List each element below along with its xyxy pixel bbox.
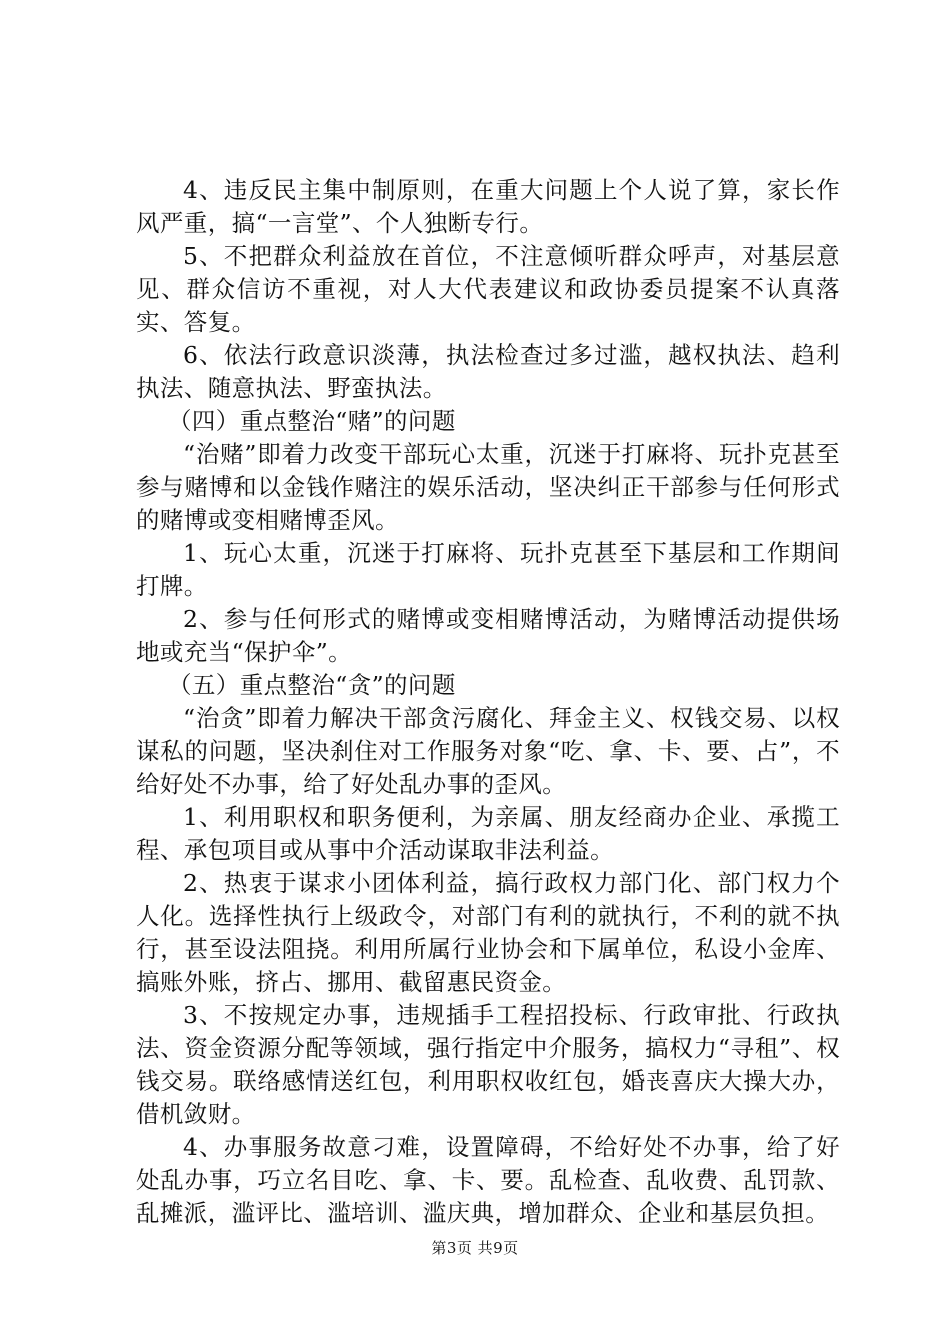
paragraph-corruption-item-4: 4、办事服务故意刁难，设置障碍，不给好处不办事，给了好处乱办事，巧立名目吃、拿、卡、要。乱检查、乱收费、乱罚款、乱摊派，滥评比、滥培训、滥庆典，增加群众、企业和基层负担。 [136, 1133, 840, 1227]
paragraph-gambling-item-2: 2、参与任何形式的赌博或变相赌博活动，为赌博活动提供场地或充当“保护伞”。 [136, 605, 840, 666]
paragraph-corruption-item-2: 2、热衷于谋求小团体利益，搞行政权力部门化、部门权力个人化。选择性执行上级政令，对部门有利的就执行，不利的就不执行，甚至设法阻挠。利用所属行业协会和下属单位，私设小金库、搞账外账，挤占、挪用、截留惠民资金。 [136, 869, 840, 996]
paragraph-gambling-intro: “治赌”即着力改变干部玩心太重，沉迷于打麻将、玩扑克甚至参与赌博和以金钱作赌注的娱乐活动，坚决纠正干部参与任何形式的赌博或变相赌博歪风。 [136, 440, 840, 534]
paragraph-item-6: 6、依法行政意识淡薄，执法检查过多过滥，越权执法、趋利执法、随意执法、野蛮执法。 [136, 341, 840, 402]
section-heading-corruption: （五）重点整治“贪”的问题 [168, 671, 456, 699]
page-number-footer: 第3页 共9页 [431, 1239, 519, 1257]
paragraph-item-5: 5、不把群众利益放在首位，不注意倾听群众呼声，对基层意见、群众信访不重视，对人大代表建议和政协委员提案不认真落实、答复。 [136, 242, 840, 336]
paragraph-corruption-item-3: 3、不按规定办事，违规插手工程招投标、行政审批、行政执法、资金资源分配等领域，强行指定中介服务，搞权力“寻租”、权钱交易。联络感情送红包，利用职权收红包，婚丧喜庆大操大办，借机敛财。 [136, 1001, 840, 1128]
paragraph-corruption-intro: “治贪”即着力解决干部贪污腐化、拜金主义、权钱交易、以权谋私的问题，坚决刹住对工作服务对象“吃、拿、卡、要、占”，不给好处不办事，给了好处乱办事的歪风。 [136, 704, 840, 798]
document-body [136, 174, 840, 1230]
paragraph-corruption-item-1: 1、利用职权和职务便利，为亲属、朋友经商办企业、承揽工程、承包项目或从事中介活动谋取非法利益。 [136, 803, 840, 864]
paragraph-gambling-item-1: 1、玩心太重，沉迷于打麻将、玩扑克甚至下基层和工作期间打牌。 [136, 539, 840, 600]
section-heading-gambling: （四）重点整治“赌”的问题 [168, 407, 456, 435]
paragraph-item-4: 4、违反民主集中制原则，在重大问题上个人说了算，家长作风严重，搞“一言堂”、个人独断专行。 [136, 176, 840, 237]
